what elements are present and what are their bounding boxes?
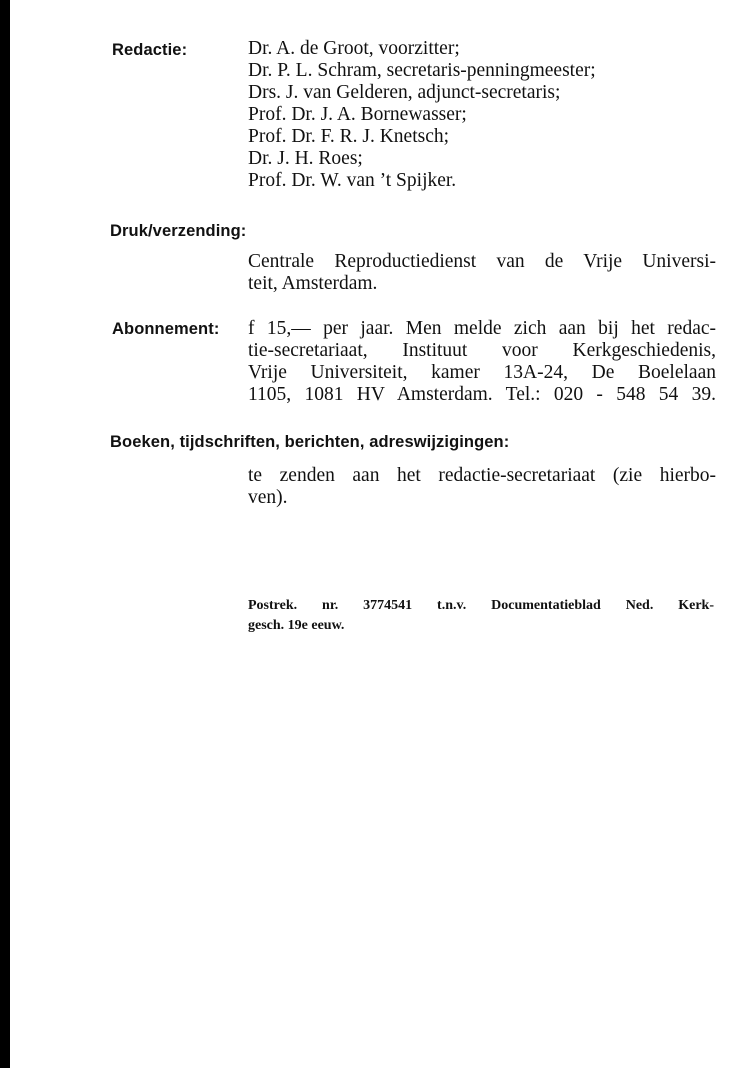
redactie-member: Prof. Dr. W. van ’t Spijker. [248,170,457,191]
druk-text [248,251,716,295]
redactie-member: Prof. Dr. J. A. Bornewasser; [248,104,467,125]
abonnement-text [248,318,716,406]
abonnement-line: Vrije Universiteit, kamer 13A-24, De Boelelaan [248,362,716,383]
redactie-list [248,38,596,192]
redactie-label: Redactie: [112,41,188,59]
druk-label: Druk/verzending: [110,222,247,240]
abonnement-line: tie-secretariaat, Instituut voor Kerkgeschiedenis, [248,340,716,361]
abonnement-line: 1105, 1081 HV Amsterdam. Tel.: 020 - 548 54 39. [248,384,716,405]
abonnement-line: f 15,— per jaar. Men melde zich aan bij het redac- [248,318,716,339]
footnote-line: Postrek. nr. 3774541 t.n.v. Documentatieblad Ned. Kerk- [248,598,714,613]
redactie-member: Dr. P. L. Schram, secretaris-penningmeester; [248,60,596,81]
postal-account-note [248,596,714,636]
boeken-line: ven). [248,487,288,508]
boeken-text [248,465,716,509]
boeken-line: te zenden aan het redactie-secretariaat (zie hierbo- [248,465,716,486]
boeken-label: Boeken, tijdschriften, berichten, adreswijzigingen: [110,433,510,451]
redactie-member: Dr. J. H. Roes; [248,148,363,169]
redactie-member: Dr. A. de Groot, voorzitter; [248,38,460,59]
footnote-line: gesch. 19e eeuw. [248,618,345,633]
abonnement-label: Abonnement: [112,320,220,338]
druk-line: Centrale Reproductiedienst van de Vrije Universi- [248,251,716,272]
redactie-member: Prof. Dr. F. R. J. Knetsch; [248,126,450,147]
druk-line: teit, Amsterdam. [248,273,378,294]
redactie-member: Drs. J. van Gelderen, adjunct-secretaris; [248,82,561,103]
